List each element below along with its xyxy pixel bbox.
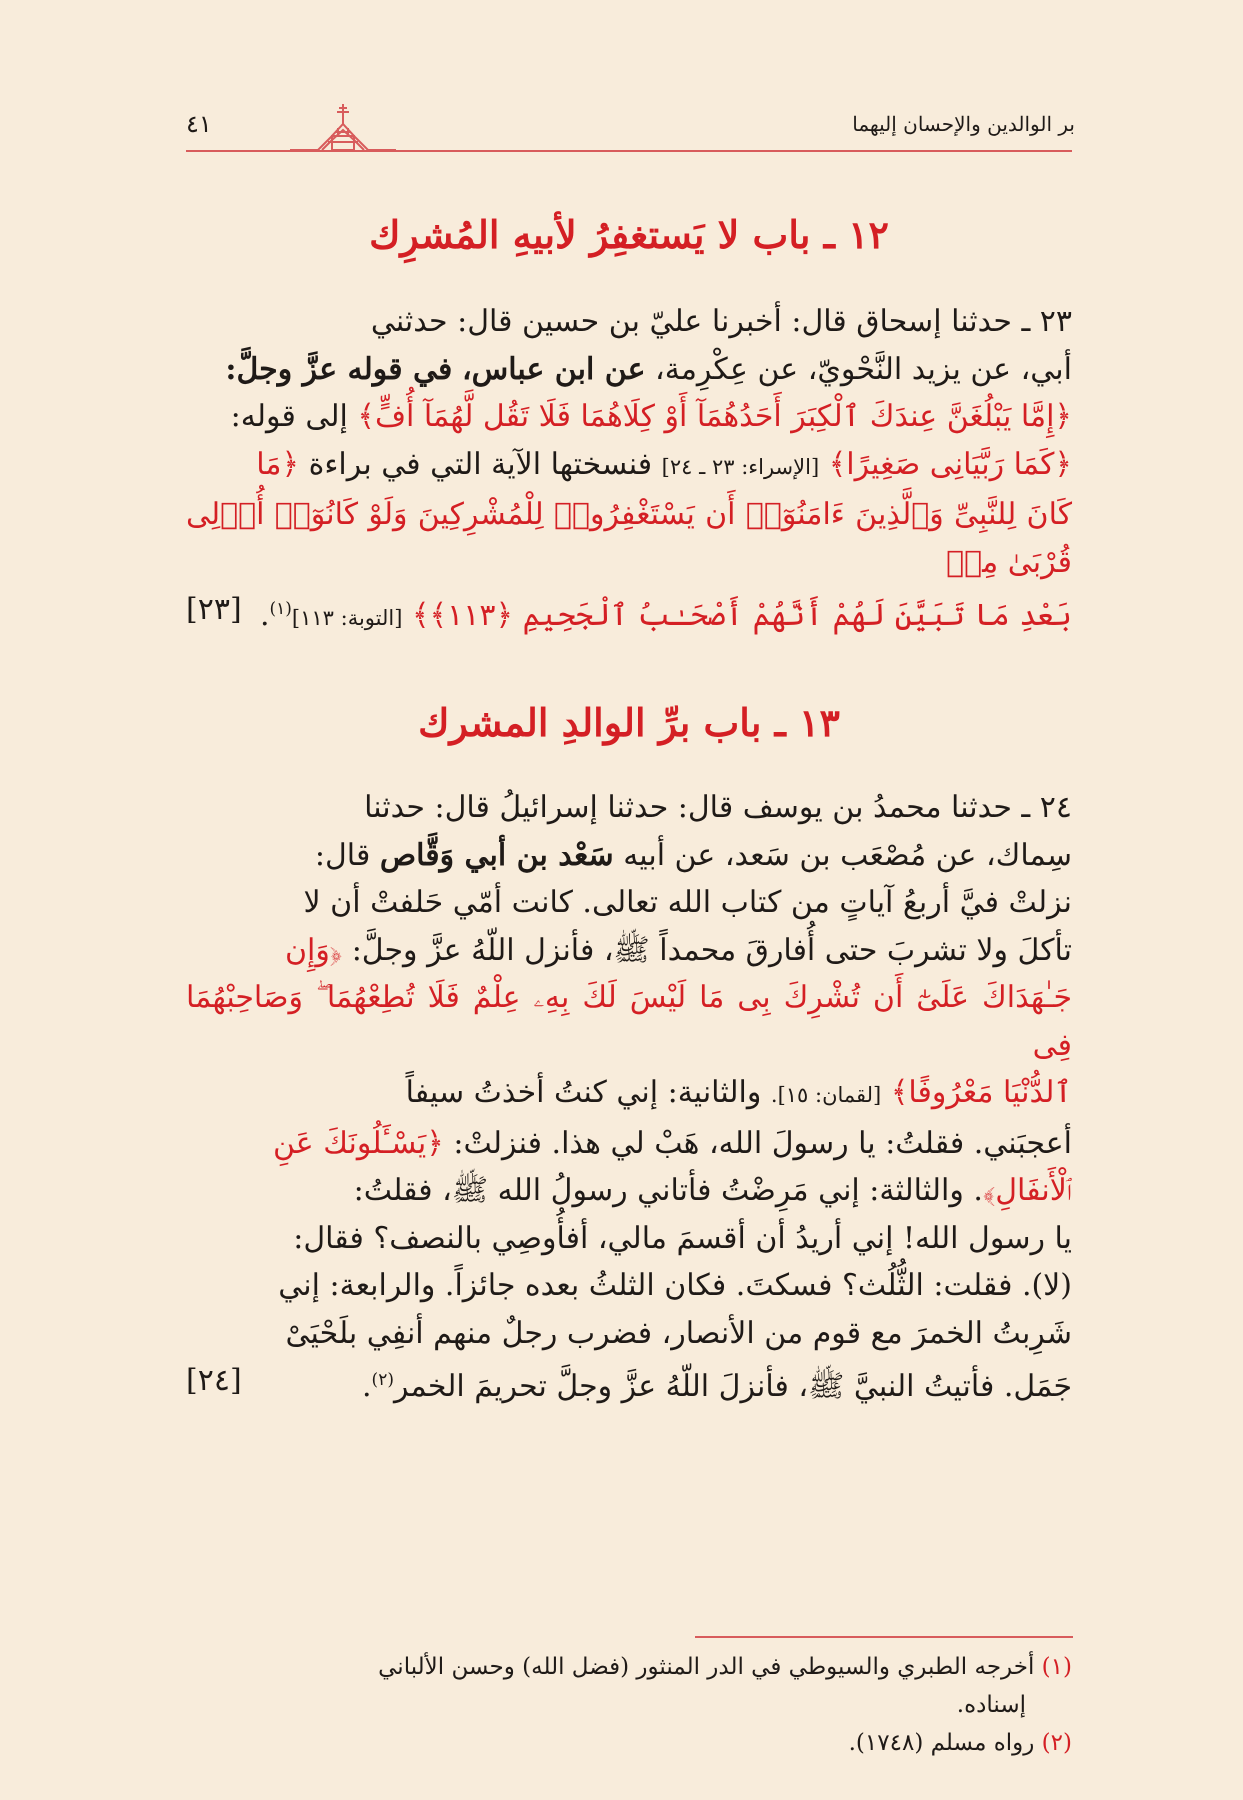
text-line: تأكلَ ولا تشربَ حتى أُفارقَ محمداً ﷺ، فأنزل اللّهُ عزَّ وجلَّ: ﴿وَإِن — [284, 932, 1072, 968]
text-line: بَعْدِ مَا تَبَيَّنَ لَهُمْ أَنَّهُمْ أَصْحَـٰبُ ٱلْجَحِيمِ ﴿١١٣﴾﴾ [التوبة: ١١٣]$^{(١)}$. [٢٣] — [186, 586, 1072, 643]
hadith-number: [٢٤] — [186, 1363, 242, 1398]
text-line: سِماك، عن مُصْعَب بن سَعد، عن أبيه سَعْد بن أبي وَقَّاص قال: — [314, 837, 1072, 873]
quran-verse: ٱلْأَنفَالِ﴾ — [982, 1173, 1072, 1208]
narrator-name: سَعْد بن أبي وَقَّاص — [379, 837, 614, 873]
text-line: ٢٤ ـ حدثنا محمدُ بن يوسف قال: حدثنا إسرائيلُ قال: حدثنا — [364, 790, 1072, 825]
footnote-divider — [695, 1636, 1073, 1638]
text-line: ٱلْأَنفَالِ﴾. والثالثة: إني مَرِضْتُ فأتاني رسولُ الله ﷺ، فقلتُ: — [353, 1173, 1072, 1208]
footnote-number: (٢) — [1041, 1730, 1072, 1756]
running-title: بر الوالدين والإحسان إليهما — [852, 112, 1075, 136]
footnote-1-continuation: إسناده. — [956, 1692, 1026, 1718]
text-line: (لا). فقلت: الثُّلُث؟ فسكتَ. فكان الثلثُ بعده جائزاً. والرابعة: إني — [278, 1268, 1072, 1303]
hadith-number: [٢٣] — [186, 592, 242, 627]
narrator-name: عن ابن عباس، — [461, 351, 646, 387]
text-line: جَمَل. فأتيتُ النبيَّ ﷺ، فأنزلَ اللّهُ عزَّ وجلَّ تحريمَ الخمر$^{(٢)}$. [٢٤] — [186, 1357, 1072, 1411]
verse-reference: [لقمان: ١٥]. — [770, 1083, 882, 1107]
page-number: ٤١ — [186, 110, 212, 138]
text-line: ٢٣ ـ حدثنا إسحاق قال: أخبرنا عليّ بن حسين قال: حدثني — [370, 304, 1072, 339]
quran-verse: ﴿وَإِن — [284, 932, 343, 968]
text-line: ﴿كَمَا رَبَّيَانِى صَغِيرًا﴾ [الإسراء: ٢٣ ـ ٢٤] فنسختها الآية التي في براءة ﴿مَا — [256, 446, 1072, 482]
section-title-13: ١٣ ـ باب برِّ الوالدِ المشرك — [418, 700, 840, 745]
quran-verse: ﴿كَمَا رَبَّيَانِى صَغِيرًا﴾ — [828, 446, 1072, 482]
text-line: يا رسول الله! إني أريدُ أن أقسمَ مالي، أفأُوصِي بالنصف؟ فقال: — [293, 1220, 1072, 1256]
text-line: أبي، عن يزيد النَّحْويّ، عن عِكْرِمة، عن ابن عباس، في قوله عزَّ وجلَّ: — [225, 351, 1072, 387]
text-line: أعجبَني. فقلتُ: يا رسولَ الله، هَبْ لي هذا. فنزلتْ: ﴿يَسْـَٔلُونَكَ عَنِ — [272, 1125, 1072, 1161]
quran-verse-line: كَانَ لِلنَّبِىِّ وَٱلَّذِينَ ءَامَنُوٓا۟ أَن يَسْتَغْفِرُوا۟ لِلْمُشْرِكِينَ وَلَوْ كَانُوٓا۟ أُو۟لِى قُرْبَىٰ مِنۢ — [186, 497, 1072, 580]
footnotes — [186, 1648, 1072, 1762]
footnote-marker: (١) — [269, 599, 292, 619]
section-title-12: ١٢ ـ باب لا يَستغفِرُ لأبيهِ المُشرِك — [369, 212, 889, 257]
text-line: نزلتْ فيَّ أربعُ آياتٍ من كتاب الله تعالى. كانت أمّي حَلفتْ أن لا — [303, 885, 1072, 920]
quran-verse: ﴿إِمَّا يَبْلُغَنَّ عِندَكَ ٱلْكِبَرَ أَحَدُهُمَآ أَوْ كِلَاهُمَا فَلَا تَقُل لَّهُمَآ أُفٍّ﴾ — [357, 399, 1072, 434]
text-line: ﴿إِمَّا يَبْلُغَنَّ عِندَكَ ٱلْكِبَرَ أَحَدُهُمَآ أَوْ كِلَاهُمَا فَلَا تَقُل لَّهُمَآ أُفٍّ﴾ إلى قوله: — [230, 399, 1072, 434]
arabesque-ornament-icon — [288, 98, 398, 152]
quran-verse: بَعْدِ مَا تَبَيَّنَ لَهُمْ أَنَّهُمْ أَصْحَـٰبُ ٱلْجَحِيمِ ﴿١١٣﴾﴾ — [411, 598, 1072, 633]
quran-verse: ﴿يَسْـَٔلُونَكَ عَنِ — [272, 1125, 444, 1161]
verse-reference: [التوبة: ١١٣] — [291, 606, 403, 630]
quran-verse: ﴿مَا — [256, 446, 300, 482]
quran-verse-line: جَـٰهَدَاكَ عَلَىٰٓ أَن تُشْرِكَ بِى مَا لَيْسَ لَكَ بِهِۦ عِلْمٌ فَلَا تُطِعْهُمَا ۖ وَصَاحِبْهُمَا فِى — [186, 980, 1072, 1063]
text-line: شَرِبتُ الخمرَ مع قوم من الأنصار، فضرب رجلٌ منهم أنفِي بلَحْيَىْ — [285, 1315, 1072, 1351]
text-line: ٱلدُّنْيَا مَعْرُوفًا﴾ [لقمان: ١٥]. والثانية: إني كنتُ أخذتُ سيفاً — [405, 1075, 1072, 1110]
footnote-number: (١) — [1041, 1654, 1072, 1680]
footnote-marker: (٢) — [371, 1370, 394, 1390]
footnote-1: (١) أخرجه الطبري والسيوطي في الدر المنثور (فضل الله) وحسن الألباني — [378, 1654, 1072, 1680]
header-divider — [186, 150, 1072, 152]
hadith-23 — [186, 298, 1072, 643]
verse-reference: [الإسراء: ٢٣ ـ ٢٤] — [661, 454, 820, 479]
footnote-2: (٢) رواه مسلم (١٧٤٨). — [848, 1730, 1072, 1756]
hadith-24 — [186, 784, 1072, 1411]
quran-verse: ٱلدُّنْيَا مَعْرُوفًا﴾ — [890, 1075, 1072, 1110]
